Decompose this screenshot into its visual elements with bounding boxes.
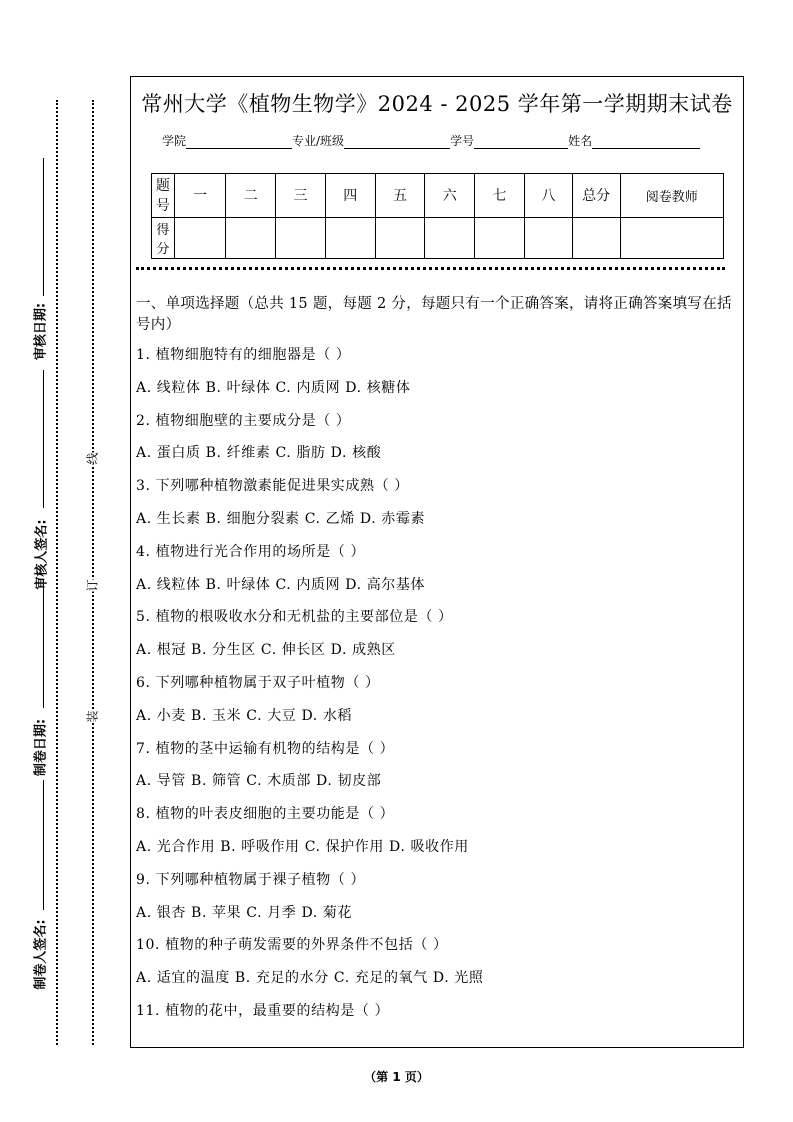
question-options: A. 小麦 B. 玉米 C. 大豆 D. 水稻 — [136, 707, 353, 724]
score-cell[interactable] — [375, 217, 425, 258]
question-text: 5. 植物的根吸收水分和无机盐的主要部位是（ ） — [136, 609, 453, 626]
binding-mark-line: 线 — [82, 452, 103, 464]
question-options: A. 线粒体 B. 叶绿体 C. 内质网 D. 核糖体 — [136, 379, 411, 396]
score-header-cell: 二 — [226, 174, 276, 218]
score-table — [151, 173, 724, 259]
question-text: 7. 植物的茎中运输有机物的结构是（ ） — [136, 740, 395, 757]
student-id-label: 学号 — [450, 134, 475, 148]
question-options: A. 生长素 B. 细胞分裂素 C. 乙烯 D. 赤霉素 — [136, 510, 426, 527]
score-cell[interactable] — [475, 217, 525, 258]
score-cell[interactable] — [325, 217, 375, 258]
score-table-value-row — [152, 217, 724, 258]
college-label: 学院 — [162, 134, 187, 148]
question-text: 6. 下列哪种植物属于双子叶植物（ ） — [136, 674, 380, 691]
score-header-cell: 七 — [475, 174, 525, 218]
college-field[interactable] — [186, 134, 292, 149]
section-heading: 一、单项选择题（总共 15 题，每题 2 分，每题只有一个正确答案，请将正确答案填写在括号内） — [136, 296, 732, 333]
score-cell[interactable] — [572, 217, 620, 258]
score-row-label: 得分 — [152, 217, 175, 258]
question-text: 9. 下列哪种植物属于裸子植物（ ） — [136, 871, 366, 888]
question-text: 10. 植物的种子萌发需要的外界条件不包括（ ） — [136, 937, 448, 954]
reviewer-sign-label: 审核人签名: — [34, 519, 50, 590]
score-table-header-row — [152, 174, 724, 218]
binding-mark-order: 订 — [82, 579, 103, 591]
binding-dotted-line — [92, 100, 94, 1045]
score-header-cell: 阅卷教师 — [620, 174, 723, 218]
score-header-cell: 题号 — [152, 174, 175, 218]
name-field[interactable] — [592, 134, 700, 149]
score-header-cell: 六 — [425, 174, 475, 218]
question-options: A. 导管 B. 筛管 C. 木质部 D. 韧皮部 — [136, 773, 382, 790]
maker-date-blank — [43, 580, 44, 708]
review-date-label: 审核日期: — [33, 302, 49, 361]
question-options: A. 线粒体 B. 叶绿体 C. 内质网 D. 高尔基体 — [136, 576, 426, 593]
score-cell[interactable] — [226, 217, 276, 258]
major-field[interactable] — [344, 134, 450, 149]
question-text: 11. 植物的花中，最重要的结构是（ ） — [136, 1002, 390, 1019]
question-options: A. 银杏 B. 苹果 C. 月季 D. 菊花 — [136, 904, 353, 921]
score-header-cell: 三 — [276, 174, 326, 218]
score-cell[interactable] — [524, 217, 572, 258]
question-options: A. 蛋白质 B. 纤维素 C. 脂肪 D. 核酸 — [136, 445, 382, 462]
score-cell[interactable] — [276, 217, 326, 258]
binding-mark-fold: 装 — [82, 710, 103, 722]
question-text: 3. 下列哪种植物激素能促进果实成熟（ ） — [136, 478, 409, 495]
page-footer: （第 1 页） — [364, 1070, 429, 1084]
dotted-separator — [136, 267, 725, 270]
question-options: A. 光合作用 B. 呼吸作用 C. 保护作用 D. 吸收作用 — [136, 838, 469, 855]
question-text: 8. 植物的叶表皮细胞的主要功能是（ ） — [136, 806, 395, 823]
question-text: 1. 植物细胞特有的细胞器是（ ） — [136, 347, 351, 363]
score-header-cell: 八 — [524, 174, 572, 218]
question-text: 2. 植物细胞壁的主要成分是（ ） — [136, 412, 351, 429]
question-options: A. 适宜的温度 B. 充足的水分 C. 充足的氧气 D. 光照 — [136, 970, 484, 987]
student-info-row — [162, 132, 700, 149]
reviewer-sign-blank — [43, 370, 44, 508]
maker-sign-blank — [43, 780, 44, 910]
maker-date-label: 制卷日期: — [33, 718, 49, 777]
name-label: 姓名 — [568, 134, 593, 148]
review-date-blank — [43, 158, 44, 296]
score-cell[interactable] — [174, 217, 226, 258]
question-list — [136, 345, 736, 1034]
question-text: 4. 植物进行光合作用的场所是（ ） — [136, 543, 366, 560]
score-header-cell: 一 — [174, 174, 226, 218]
score-cell[interactable] — [620, 217, 723, 258]
score-cell[interactable] — [425, 217, 475, 258]
score-header-cell: 五 — [375, 174, 425, 218]
student-id-field[interactable] — [474, 134, 568, 149]
exam-title: 常州大学《植物生物学》2024 - 2025 学年第一学期期末试卷 — [141, 92, 733, 116]
question-options: A. 根冠 B. 分生区 C. 伸长区 D. 成熟区 — [136, 642, 396, 659]
score-header-cell: 总分 — [572, 174, 620, 218]
score-header-cell: 四 — [325, 174, 375, 218]
maker-sign-label: 制卷人签名: — [33, 919, 49, 990]
left-sign-line — [56, 100, 58, 1045]
major-label: 专业/班级 — [292, 134, 345, 148]
